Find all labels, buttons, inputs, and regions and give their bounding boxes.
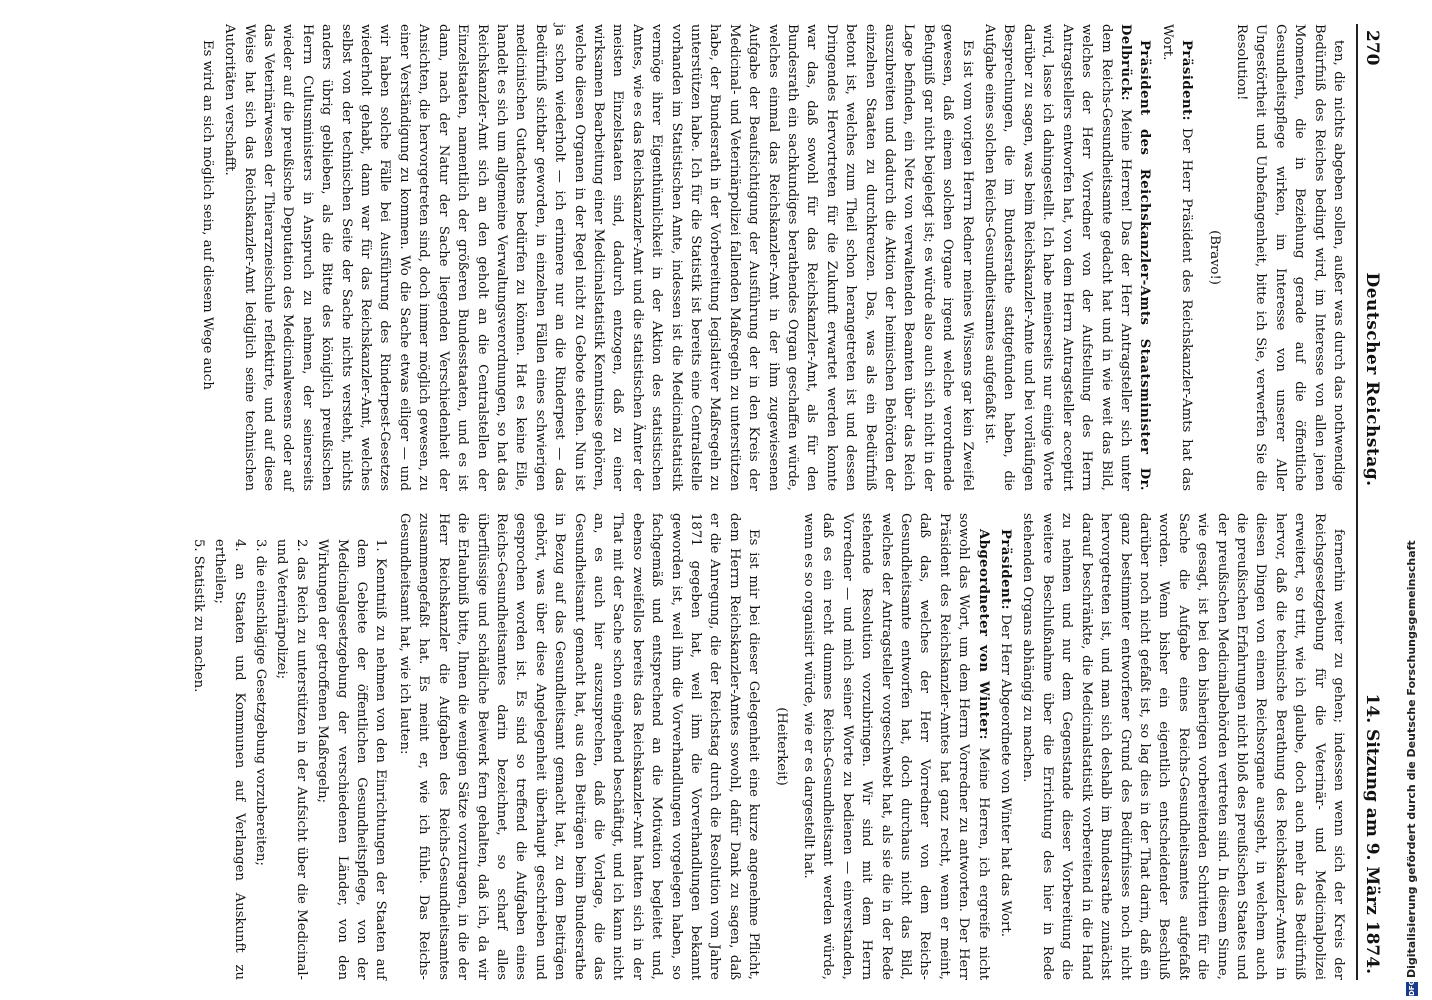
list-item: 2. das Reich zu unterstützen in der Aufsicht über die Medicinal- und Veterinärpolizei; (274, 539, 309, 980)
speech-text: Der Herr Präsident des Reichskanzler-Amts hat das Wort. (1159, 24, 1195, 491)
speech-text: Meine Herren, ich ergreife nicht sowohl das Wort, um dem Herrn Vorredner zu antworten. Der Herr Präsident des Reichskanzler-Amtes hat ganz recht, wenn er meint, daß das, welches der Herr Vorredner von dem Reichs-Gesundheitsamte entworfen hat, doch durchaus nicht das Bild, welches der Antragsteller vorgeschwebt hat, als sie die in der Rede stehende Resolution vorzubringen. Wir sind mit dem Herrn Vorredner — und mich seiner Worte zu bedienen — einverstanden, daß es ein recht dummes Reichs-Gesundheitsamt werden würde, wenn es so organisirt würde, wie er es dargestellt hat. (801, 513, 991, 981)
credit-text: Digitalisierung gefördert durch die Deutsche Forschungsgemeinschaft (1405, 540, 1418, 978)
body-paragraph: ten, die nichts abgeben sollen, außer was durch das nothwendige Bedürfniß des Reiches bedingt wird, im Interesse von allen jenen Momenten, die in Beziehung gerade auf die öffentliche Gesundheitspflege wirken, im Interesse von unserer Aller Ungestörtheit und Unbefangenheit, bitte ich Sie, verwerfen Sie die Resolution! (1233, 24, 1346, 491)
body-paragraph: Es ist mir bei dieser Gelegenheit eine kurze angenehme Pflicht, dem Herrn Reichskanzler-Amtes sowohl, dafür Dank zu sagen, daß er die Anregung, die der Reichstag durch die Resolution vom Jahre 1871 gegeben hat, weil ihm die Vorverhandlungen bekannt geworden ist, weil ihm die Vorverhandlungen vorgelegen haben, so fachgemäß und entsprechend an die Motivation begleitet und, ebenso zweifellos bereits das Reichskanzler-Amt hatten sich in der That mit der Sache schon eingehend beschäftigt, und ich kann nicht an, es auch hier auszusprechen, daß die Vorlage, die das Gesundheitsamt gemacht hat, aus den Beiträgen beim Bundesrathe in Bezug auf das Gesundheitsamt gemacht hat, zu dem Beiträgen gehört, was über diese Angelegenheit überhaupt geschrieben und gesprochen worden ist. Es sind so treffend die Aufgaben eines Reichs-Gesundheitsamtes darin bezeichnet, so scharf alles überflüssige und schädliche Beiwerk fern gehalten, daß ich, da wir die Erlaubniß bitte, Ihnen die wenigen Sätze vorzutragen, in die der Herr Reichskanzler die Aufgaben des Reichs-Gesundheitsamtes zusammengefaßt hat. Es meint er, wie ich fühle. Das Reichs-Gesundheitsamt hat, wie ich lauten: (396, 513, 762, 980)
list-item: 4. an Staaten und Kommunen auf Verlangen Auskunft zu ertheilen; (212, 539, 247, 980)
interjection: (Heiterkeit) (773, 707, 789, 786)
interjection: (Bravo!) (1206, 230, 1222, 285)
dfg-logo: DFG (1407, 979, 1416, 996)
right-column (186, 513, 1348, 980)
speech-paragraph (996, 513, 1015, 980)
numbered-list (188, 513, 390, 980)
list-item: 1. Kenntniß zu nehmen von den Einrichtungen der Staaten auf dem Gebiete der öffentlichen Gesundheitspflege, von der Medicinalgesetzgebung der verschiedenen Länder, von den Wirkungen der getroffenen Maßregeln; (315, 539, 389, 980)
speech-text: Der Herr Abgeordnete von Winter hat das Wort. (998, 610, 1014, 937)
page-number: 270 (1362, 30, 1382, 66)
speech-paragraph (799, 513, 993, 980)
digitization-credit (1405, 540, 1418, 996)
speech-text: Meine Herren! Das der Herr Antragsteller sich unter dem Reichs-Gesundheitsamte gedacht hat und in wie weit das Bild, welches der Herr Vorredner von der Aufstellung des Herrn Antragstellers entworfen hat, von dem Herrn Antragsteller acceptirt wird, lasse ich dahingestellt. Ich habe meinerseits nur einige Worte darüber zu sagen, was beim Reichskanzler-Amte und bei vorläufigen Besprechungen, die im Bundesrathe stattgefunden haben, die Aufgabe eines solchen Reichs-Gesundheitsamtes aufgefaßt ist. (982, 24, 1133, 491)
list-item: 5. Statistik zu machen. (190, 539, 206, 693)
session-title: 14. Sitzung am 9. März 1874. (1362, 693, 1382, 974)
body-paragraph: fernerhin weiter zu gehen; indessen wenn sich der Kreis der Reichsgesetzgebung für die Veterinär- und Medicinalpolizei erweitert, so tritt, wie ich glaube, doch auch mehr das Bedürfniß hervor, daß die technische Berathung des Reichskanzler-Amtes in diesen Dingen von einem Reichsorgane ausgeht, in welchem auch die preußischen Erfahrungen nicht bloß des preußischen Staates und der preußischen Medicinalbehörden vertreten sind. In diesem Sinne, wie gesagt, ist bei den bisherigen vorbereitenden Schritten für die Sache die Aufgabe eines Reichs-Gesundheitsamtes aufgefaßt worden. Wenn bisher ein eigentlich entscheidender Beschluß darüber noch nicht gefaßt ist, so lag dies in der That darin, daß ein ganz bestimmter entworfener Grund des Bedürfnisses noch nicht hervorgetreten ist, und man sich deshalb im Bundesrathe zunächst darauf beschränkte, die Medicinalstatistik vorbereitend in die Hand zu nehmen und nur dem Gegenstande dieser Vorbereitung die weitere Beschlußnahme über die Errichtung des hier in Rede stehenden Organs abhängig zu machen. (1020, 513, 1346, 980)
page-header (1356, 24, 1382, 980)
speech-paragraph (980, 24, 1155, 491)
list-item: 3. die einschlägige Gesetzgebung vorzubereiten; (253, 539, 269, 866)
body-paragraph: Es wird an sich möglich sein, auf diesem Wege auch (199, 40, 215, 390)
running-title: Deutscher Reichstag. (1362, 272, 1382, 487)
body-paragraph: Es ist vom vorigen Herrn Redner meines Wissens gar kein Zweifel gewesen, daß einem solchen Organe irgend welche verordnende Befugniß gar nicht beigelegt ist; es würde also auch sich nicht in der Lage befinden, ein Netz von verwaltenden Beamten über das Reich auszubreiten und dadurch die Aktion der heimischen Behörden der einzelnen Staaten zu durchkreuzen. Das, was als ein Bedürfniß betont ist, welches zum Theil schon herangetreten ist und dessen Dringendes Hervortreten für die Zukunft erwartet werden konnte war das, daß sowohl für das Reichskanzler-Amt, als für den Bundesrath ein sachkundiges berathendes Organ geschaffen würde, welches einmal das Reichskanzler-Amt in der ihm zugewiesenen Aufgabe der Beaufsichtigung der Ausführung der in den Kreis der Medicinal- und Veterinärpolizei fallenden Maßregeln zu unterstützen habe, der Bundesrath in der Vorbereitung legislativer Maßregeln zu unterstützen habe. Ich für die Statistik ist bereits eine Centralstelle vorhanden im Statistischen Amte, indessen ist die Medicinalstatistik vermöge ihrer Eigenthümlichkeit in der Aktion des statistischen Amtes, wie es das Reichskanzler-Amt und die statistischen Ämter der meisten Einzelstaaten sind, dadurch entzogen, daß zu einer wirksamen Bearbeitung einer Medicinalstatistik Kenntnisse gehören, welche diesen Organen in der Regel nicht zu Gebote stehen. Nun ist ja schon wiederholt — ich erinnere nur an die Rinderpest — das Bedürfniß sichtbar geworden, in einzelnen Fällen eines schwierigen medicinischen Gutachtens bedürfen zu können. Hat es keine Eile, handelt es sich um allgemeine Verwaltungsverordnungen, so hat das Reichskanzler-Amt sich an den geholt an die Centralstellen der Einzelstaaten, namentlich der größeren Bundesstaaten, und es ist dann, nach der Natur der Sache liegenden Verschiedenheit der Ansichten, die hervorgetreten sind, doch immer möglich gewesen, zu einer Verständigung zu kommen. Wo die Sache etwas eiliger — und wir haben solche Fälle bei Ausführung des Rinderpest-Gesetzes wiederholt gehabt, dann war für das Reichskanzler-Amt, welches selbst von der technischen Seite der Sache nichts versteht, nichts anders übrig geblieben, als die Bitte des königlich preußischen Herrn Cultusministers in Anspruch zu nehmen, der seinerseits wieder auf die preußische Deputation des Medicinalwesens oder auf das Veterinärwesen der Thierarzneischule reflektirte, und auf diese Weise hat sich das Reichskanzler-Amt lediglich seine technischen Autoritäten verschafft. (222, 24, 975, 491)
speaker-name: Präsident: (998, 529, 1014, 611)
text-columns (186, 24, 1356, 980)
left-column (186, 24, 1348, 491)
speaker-name: Abgeordneter von Winter: (975, 529, 991, 741)
speaker-name: Präsident: (1179, 40, 1195, 122)
speech-paragraph (1157, 24, 1196, 491)
speaker-name: Präsident des Reichskanzler-Amts Staatsminister Dr. Delbrück: (1117, 24, 1153, 491)
